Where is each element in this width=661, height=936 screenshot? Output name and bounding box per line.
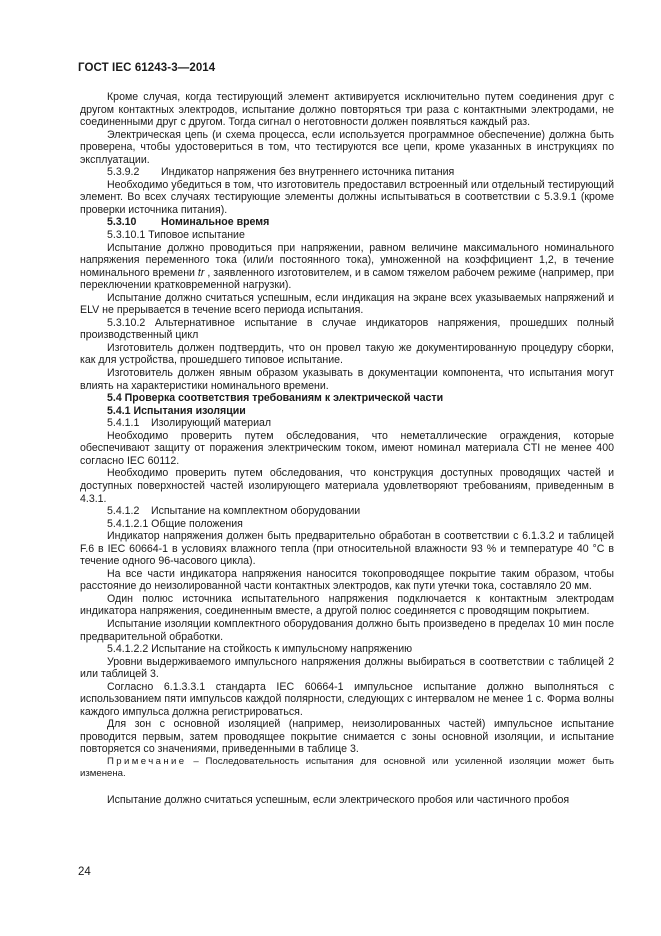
paragraph: Необходимо убедиться в том, что изготовитель предоставил встроенный или отдельный тестирующий элемент. Во всех случаях тестирующие элементы должны испытываться в соответствии с 5.3.9.1 (кроме проверки источника питания). <box>80 178 614 216</box>
spacer <box>80 780 614 794</box>
paragraph: Изготовитель должен явным образом указывать в документации компонента, что испытания могут влиять на характеристики номинального времени. <box>80 367 614 392</box>
document-header: ГОСТ IEC 61243-3—2014 <box>78 62 216 74</box>
paragraph: Испытание должно считаться успешным, если электрического пробоя или частичного пробоя <box>107 793 570 806</box>
section-heading-5-3-9-2 <box>80 166 614 179</box>
section-number: 5.4.1.1 <box>107 417 140 430</box>
section-title: Изолирующий материал <box>151 417 272 430</box>
section-heading-5-3-10 <box>80 216 614 229</box>
section-heading-5-4-1: 5.4.1 Испытания изоляции <box>107 404 246 417</box>
section-heading-5-3-10-2: 5.3.10.2 Альтернативное испытание в случае индикаторов напряжения, прошедших полный производственный цикл <box>80 316 614 342</box>
note <box>80 756 614 780</box>
paragraph: Необходимо проверить путем обследования, что конструкция доступных проводящих частей и доступных поверхностей частей изолирующего материала удовлетворяют требованиям, приведенным в 4.3.1. <box>80 467 614 505</box>
section-heading-5-4-1-2 <box>80 505 614 518</box>
note-text: – Последовательность испытания для основной или усиленной изоляции может быть изменена. <box>80 755 614 779</box>
paragraph: Один полюс источника испытательного напряжения подключается к контактным электродам индикатора напряжения, соединенным вместе, а другой полюс соединяется с проводящим покрытием. <box>80 592 614 618</box>
section-title: Номинальное время <box>161 216 270 229</box>
paragraph: Кроме случая, когда тестирующий элемент активируется исключительно путем соединения друг с другом контактных электродов, испытание должно повторяться три раза с контактными электродами, не соединенными друг с другом. Тогда сигнал о неготовности должен появляться каждый раз. <box>80 91 614 129</box>
paragraph: Испытание изоляции комплектного оборудования должно быть произведено в пределах 10 мин после предварительной обработки. <box>80 617 614 643</box>
note-label: Примечание <box>107 755 187 767</box>
document-body <box>80 91 614 807</box>
section-heading-5-4-1-2-1: 5.4.1.2.1 Общие положения <box>107 517 243 530</box>
section-heading-5-4-1-1 <box>80 417 614 430</box>
paragraph: Изготовитель должен подтвердить, что он провел такую же документированную процедуру сборки, как для устройства, прошедшего типовое испытание. <box>80 341 614 367</box>
section-title: Испытание на комплектном оборудовании <box>151 505 361 518</box>
paragraph-text: Испытание должно проводиться при напряжении, равном величине максимального номинального напряжения переменного тока (или/и постоянного тока), умноженной на коэффициент 1,2, в течение номинального времени <box>80 241 614 279</box>
paragraph: Необходимо проверить путем обследования, что неметаллические ограждения, которые обеспечивают защиту от поражения электрическим током, имеют номинал материала CTI не менее 400 согласно IEC 60112. <box>80 429 614 467</box>
section-heading-5-4: 5.4 Проверка соответствия требованиям к электрической части <box>107 392 444 405</box>
paragraph: Для зон с основной изоляцией (например, неизолированных частей) импульсное испытание проводится первым, затем проводящее покрытие снимается с зоны основной изоляции, и испытание повторяется со значениями, приведенными в таблице 3. <box>80 718 614 756</box>
paragraph: На все части индикатора напряжения наносится токопроводящее покрытие таким образом, чтобы расстояние до неизолированной части контактных электродов, как пути утечки тока, составляло 20 мм. <box>80 567 614 593</box>
paragraph: Электрическая цепь (и схема процесса, если используется программное обеспечение) должна быть проверена, чтобы удостовериться в том, что тестируются все цепи, кроме указанных в инструкциях по эксплуатации. <box>80 128 614 166</box>
paragraph: Индикатор напряжения должен быть предварительно обработан в соответствии с 6.1.3.2 и таблицей F.6 в IEC 60664-1 в условиях влажного тепла (при относительной влажности 93 % и температуре 40 °C в течение одного 96-часового цикла). <box>80 530 614 568</box>
section-number: 5.3.9.2 <box>107 166 140 179</box>
paragraph-text: , заявленного изготовителем, и в самом тяжелом рабочем режиме (например, при переключении кратковременной нагрузки). <box>80 266 614 292</box>
page-number: 24 <box>78 866 91 878</box>
section-number: 5.4.1.2 <box>107 505 140 518</box>
variable-tr: tr <box>197 266 205 279</box>
section-heading-5-3-10-1: 5.3.10.1 Типовое испытание <box>107 229 245 242</box>
section-number: 5.3.10 <box>107 216 137 229</box>
paragraph: Согласно 6.1.3.3.1 стандарта IEC 60664-1 импульсное испытание должно выполняться с использованием пяти импульсов каждой полярности, следующих с интервалом не менее 1 с. Форма волны каждого импульса должна регистрироваться. <box>80 680 614 718</box>
paragraph: Уровни выдерживаемого импульсного напряжения должны выбираться в соответствии с таблицей 2 или таблицей 3. <box>80 655 614 681</box>
section-title: Индикатор напряжения без внутреннего источника питания <box>161 166 455 179</box>
paragraph: Испытание должно считаться успешным, если индикация на экране всех указываемых напряжений и ELV не прерывается в течение всего периода испытания. <box>80 291 614 317</box>
paragraph <box>80 242 614 292</box>
section-heading-5-4-1-2-2: 5.4.1.2.2 Испытание на стойкость к импульсному напряжению <box>107 643 413 656</box>
